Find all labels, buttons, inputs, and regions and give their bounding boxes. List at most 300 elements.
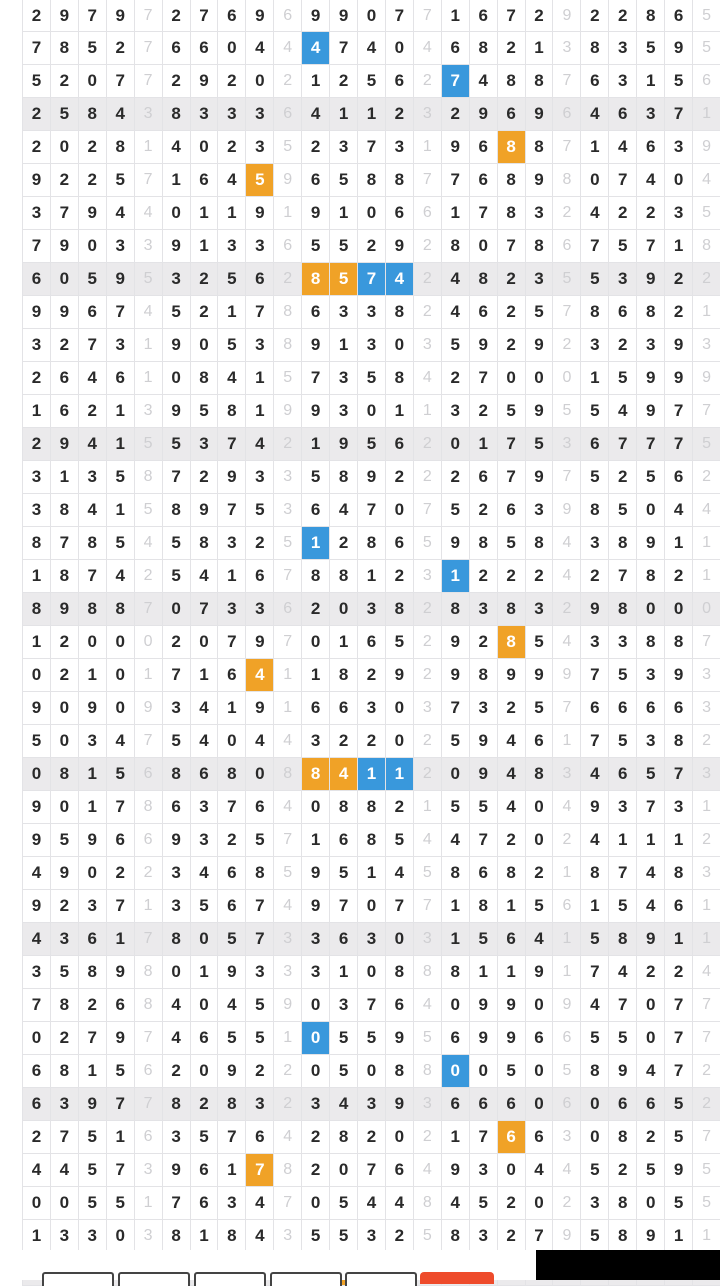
digit-cell: 5 (498, 395, 526, 427)
digit-cell: 5 (302, 230, 330, 262)
digit-cell: 7 (79, 0, 107, 31)
digit-cell: 8 (442, 593, 470, 625)
digit-cell: 0 (23, 659, 51, 691)
digit-cell: 9 (23, 164, 51, 196)
digit-cell: 8 (330, 560, 358, 592)
digit-cell: 9 (498, 1022, 526, 1054)
digit-cell: 2 (386, 1220, 414, 1252)
digit-cell: 6 (191, 758, 219, 790)
digit-cell: 2 (79, 164, 107, 196)
digit-cell: 9 (470, 1022, 498, 1054)
separator-cell: 7 (553, 692, 581, 724)
digit-cell: 0 (358, 0, 386, 31)
digit-cell: 3 (218, 593, 246, 625)
digit-cell: 1 (526, 32, 554, 64)
highlighted-cell: 7 (442, 65, 470, 97)
separator-cell: 3 (693, 758, 720, 790)
digit-cell: 4 (163, 1022, 191, 1054)
separator-cell: 1 (414, 131, 442, 163)
digit-cell: 2 (23, 131, 51, 163)
digit-cell: 0 (191, 989, 219, 1021)
digit-cell: 3 (23, 494, 51, 526)
separator-cell: 9 (553, 0, 581, 31)
digit-cell: 6 (581, 65, 609, 97)
separator-cell: 5 (693, 1187, 720, 1219)
digit-cell: 8 (665, 626, 693, 658)
digit-cell: 6 (637, 692, 665, 724)
digit-cell: 9 (79, 1088, 107, 1120)
digit-cell: 4 (442, 824, 470, 856)
digit-cell: 5 (163, 296, 191, 328)
digit-cell: 2 (51, 65, 79, 97)
separator-cell: 2 (414, 626, 442, 658)
digit-cell: 9 (330, 0, 358, 31)
digit-cell: 5 (637, 461, 665, 493)
separator-cell: 4 (135, 197, 163, 229)
digit-cell: 8 (581, 296, 609, 328)
digit-cell: 9 (23, 890, 51, 922)
digit-cell: 8 (163, 1088, 191, 1120)
digit-cell: 7 (107, 1088, 135, 1120)
digit-cell: 2 (498, 32, 526, 64)
digit-cell: 5 (498, 527, 526, 559)
digit-cell: 6 (191, 32, 219, 64)
separator-cell: 3 (135, 1154, 163, 1186)
digit-cell: 8 (51, 989, 79, 1021)
digit-cell: 3 (358, 923, 386, 955)
digit-cell: 2 (609, 329, 637, 361)
digit-cell: 4 (442, 263, 470, 295)
digit-cell: 2 (302, 1154, 330, 1186)
separator-cell: 5 (693, 1154, 720, 1186)
toolbar-button-4[interactable] (270, 1272, 342, 1286)
digit-cell: 6 (218, 857, 246, 889)
digit-cell: 7 (609, 989, 637, 1021)
separator-cell: 3 (274, 956, 302, 988)
digit-cell: 7 (107, 890, 135, 922)
separator-cell: 5 (414, 1022, 442, 1054)
digit-cell: 3 (79, 725, 107, 757)
digit-cell: 2 (191, 461, 219, 493)
separator-cell: 3 (693, 329, 720, 361)
digit-cell: 6 (442, 1022, 470, 1054)
digit-cell: 8 (665, 725, 693, 757)
digit-cell: 5 (330, 857, 358, 889)
digit-cell: 6 (665, 0, 693, 31)
digit-cell: 2 (358, 725, 386, 757)
digit-cell: 9 (637, 1220, 665, 1252)
separator-cell: 9 (693, 131, 720, 163)
digit-cell: 5 (163, 428, 191, 460)
digit-cell: 0 (637, 494, 665, 526)
digit-cell: 4 (246, 32, 274, 64)
separator-cell: 1 (274, 1022, 302, 1054)
digit-cell: 9 (470, 725, 498, 757)
digit-cell: 1 (107, 428, 135, 460)
digit-cell: 2 (191, 1088, 219, 1120)
digit-cell: 0 (191, 1055, 219, 1087)
digit-cell: 2 (470, 494, 498, 526)
digit-cell: 8 (358, 791, 386, 823)
digit-cell: 1 (665, 1220, 693, 1252)
digit-cell: 9 (302, 857, 330, 889)
digit-cell: 5 (107, 1187, 135, 1219)
digit-cell: 5 (581, 1022, 609, 1054)
digit-cell: 6 (163, 32, 191, 64)
digit-cell: 0 (330, 1154, 358, 1186)
digit-cell: 8 (442, 857, 470, 889)
separator-cell: 3 (553, 758, 581, 790)
separator-cell: 1 (135, 1187, 163, 1219)
digit-cell: 3 (526, 494, 554, 526)
digit-cell: 1 (191, 1220, 219, 1252)
digit-cell: 0 (191, 626, 219, 658)
digit-cell: 5 (637, 1154, 665, 1186)
digit-cell: 0 (581, 164, 609, 196)
digit-cell: 8 (470, 527, 498, 559)
separator-cell: 0 (553, 362, 581, 394)
separator-cell: 1 (135, 362, 163, 394)
separator-cell: 8 (693, 230, 720, 262)
digit-cell: 0 (163, 956, 191, 988)
separator-cell: 7 (135, 1022, 163, 1054)
digit-cell: 8 (386, 164, 414, 196)
digit-cell: 5 (665, 65, 693, 97)
digit-cell: 5 (79, 1187, 107, 1219)
digit-cell: 9 (442, 626, 470, 658)
digit-cell: 7 (665, 989, 693, 1021)
digit-cell: 7 (581, 725, 609, 757)
toolbar-button-2[interactable] (118, 1272, 190, 1286)
digit-cell: 9 (107, 956, 135, 988)
digit-cell: 9 (79, 692, 107, 724)
grid-row (22, 0, 720, 32)
digit-cell: 1 (79, 1055, 107, 1087)
separator-cell: 1 (274, 692, 302, 724)
digit-cell: 7 (665, 98, 693, 130)
digit-cell: 9 (526, 395, 554, 427)
highlighted-cell: 1 (386, 758, 414, 790)
digit-cell: 0 (358, 197, 386, 229)
digit-cell: 2 (79, 989, 107, 1021)
separator-cell: 2 (414, 593, 442, 625)
separator-cell: 2 (553, 824, 581, 856)
digit-cell: 3 (163, 857, 191, 889)
separator-cell: 8 (274, 758, 302, 790)
digit-cell: 0 (498, 362, 526, 394)
digit-cell: 2 (581, 0, 609, 31)
digit-cell: 7 (23, 32, 51, 64)
digit-cell: 6 (23, 1055, 51, 1087)
digit-cell: 6 (470, 1088, 498, 1120)
separator-cell: 7 (135, 725, 163, 757)
digit-cell: 6 (246, 791, 274, 823)
digit-cell: 3 (51, 923, 79, 955)
digit-cell: 1 (581, 890, 609, 922)
digit-cell: 7 (218, 1121, 246, 1153)
digit-cell: 0 (526, 989, 554, 1021)
digit-cell: 3 (51, 1088, 79, 1120)
digit-cell: 7 (23, 230, 51, 262)
digit-cell: 3 (330, 395, 358, 427)
grid-row (22, 956, 720, 989)
digit-cell: 0 (107, 1220, 135, 1252)
digit-cell: 7 (358, 131, 386, 163)
separator-cell: 2 (693, 461, 720, 493)
digit-cell: 4 (191, 692, 219, 724)
digit-cell: 6 (609, 692, 637, 724)
digit-cell: 7 (581, 230, 609, 262)
digit-cell: 9 (246, 197, 274, 229)
digit-cell: 5 (358, 65, 386, 97)
digit-cell: 8 (498, 164, 526, 196)
digit-cell: 2 (609, 461, 637, 493)
digit-cell: 9 (218, 1055, 246, 1087)
digit-cell: 0 (358, 1055, 386, 1087)
separator-cell: 2 (414, 461, 442, 493)
digit-cell: 8 (386, 296, 414, 328)
digit-cell: 5 (581, 1154, 609, 1186)
digit-cell: 2 (386, 560, 414, 592)
digit-cell: 8 (163, 923, 191, 955)
separator-cell: 1 (553, 923, 581, 955)
toolbar-button-5[interactable] (345, 1272, 417, 1286)
digit-cell: 1 (609, 824, 637, 856)
digit-cell: 3 (107, 329, 135, 361)
digit-cell: 2 (330, 725, 358, 757)
separator-cell: 1 (135, 131, 163, 163)
digit-cell: 1 (637, 824, 665, 856)
digit-cell: 2 (526, 0, 554, 31)
separator-cell: 2 (414, 65, 442, 97)
digit-cell: 0 (218, 32, 246, 64)
digit-cell: 8 (79, 593, 107, 625)
digit-cell: 2 (163, 65, 191, 97)
digit-cell: 4 (581, 989, 609, 1021)
digit-cell: 8 (498, 857, 526, 889)
digit-cell: 8 (470, 890, 498, 922)
digit-cell: 2 (609, 1154, 637, 1186)
digit-cell: 8 (51, 1055, 79, 1087)
digit-cell: 3 (218, 1187, 246, 1219)
digit-cell: 5 (79, 32, 107, 64)
digit-cell: 8 (51, 494, 79, 526)
toolbar-button-3[interactable] (194, 1272, 266, 1286)
separator-cell: 6 (135, 1121, 163, 1153)
digit-cell: 8 (609, 1187, 637, 1219)
digit-cell: 7 (330, 32, 358, 64)
digit-cell: 5 (442, 494, 470, 526)
digit-cell: 1 (330, 98, 358, 130)
separator-cell: 2 (693, 1055, 720, 1087)
separator-cell: 3 (693, 659, 720, 691)
digit-cell: 2 (302, 131, 330, 163)
digit-cell: 0 (302, 989, 330, 1021)
digit-cell: 3 (470, 593, 498, 625)
digit-cell: 1 (386, 395, 414, 427)
digit-cell: 3 (581, 1187, 609, 1219)
digit-cell: 3 (330, 131, 358, 163)
digit-cell: 5 (442, 329, 470, 361)
digit-cell: 7 (302, 362, 330, 394)
digit-cell: 3 (609, 65, 637, 97)
digit-cell: 9 (51, 593, 79, 625)
digit-cell: 1 (23, 395, 51, 427)
digit-cell: 0 (163, 197, 191, 229)
digit-cell: 7 (665, 428, 693, 460)
digit-cell: 5 (609, 494, 637, 526)
digit-cell: 9 (246, 626, 274, 658)
separator-cell: 3 (553, 1121, 581, 1153)
digit-cell: 9 (218, 461, 246, 493)
digit-cell: 3 (107, 230, 135, 262)
digit-cell: 4 (358, 32, 386, 64)
digit-cell: 4 (637, 890, 665, 922)
digit-cell: 5 (330, 230, 358, 262)
digit-cell: 5 (191, 1121, 219, 1153)
digit-cell: 8 (51, 758, 79, 790)
grid-row (22, 1154, 720, 1187)
digit-cell: 3 (470, 1154, 498, 1186)
separator-cell: 3 (414, 692, 442, 724)
grid-row (22, 527, 720, 560)
digit-cell: 9 (526, 164, 554, 196)
digit-cell: 5 (581, 1220, 609, 1252)
digit-cell: 7 (79, 1022, 107, 1054)
digit-cell: 6 (51, 362, 79, 394)
digit-cell: 0 (386, 329, 414, 361)
separator-cell: 2 (274, 428, 302, 460)
grid-row (22, 1121, 720, 1154)
highlighted-cell: 7 (246, 1154, 274, 1186)
digit-cell: 5 (526, 296, 554, 328)
separator-cell: 4 (553, 626, 581, 658)
separator-cell: 6 (135, 1055, 163, 1087)
digit-cell: 9 (526, 329, 554, 361)
digit-cell: 9 (302, 890, 330, 922)
digit-cell: 5 (330, 1187, 358, 1219)
digit-cell: 5 (330, 164, 358, 196)
digit-cell: 6 (79, 923, 107, 955)
grid-row (22, 560, 720, 593)
digit-cell: 8 (637, 560, 665, 592)
digit-cell: 3 (665, 791, 693, 823)
digit-cell: 5 (609, 362, 637, 394)
digit-cell: 5 (358, 428, 386, 460)
digit-cell: 5 (51, 98, 79, 130)
digit-cell: 5 (665, 1121, 693, 1153)
separator-cell: 4 (274, 725, 302, 757)
digit-cell: 9 (581, 593, 609, 625)
digit-cell: 4 (581, 98, 609, 130)
digit-cell: 2 (526, 857, 554, 889)
digit-cell: 3 (79, 890, 107, 922)
digit-cell: 5 (386, 626, 414, 658)
digit-cell: 9 (51, 296, 79, 328)
separator-cell: 3 (135, 395, 163, 427)
highlighted-cell: 5 (246, 164, 274, 196)
toolbar-button-1[interactable] (42, 1272, 114, 1286)
digit-cell: 8 (330, 1121, 358, 1153)
digit-cell: 0 (79, 626, 107, 658)
digit-cell: 5 (470, 1187, 498, 1219)
digit-cell: 1 (442, 1121, 470, 1153)
digit-cell: 7 (218, 626, 246, 658)
digit-cell: 3 (358, 593, 386, 625)
digit-cell: 3 (526, 593, 554, 625)
digit-cell: 9 (526, 98, 554, 130)
separator-cell: 5 (553, 1055, 581, 1087)
digit-cell: 7 (609, 164, 637, 196)
digit-cell: 9 (386, 230, 414, 262)
digit-cell: 3 (358, 329, 386, 361)
digit-cell: 8 (470, 659, 498, 691)
digit-cell: 4 (191, 857, 219, 889)
digit-cell: 6 (246, 263, 274, 295)
digit-cell: 1 (302, 659, 330, 691)
digit-cell: 3 (218, 527, 246, 559)
digit-cell: 4 (23, 923, 51, 955)
digit-cell: 6 (246, 560, 274, 592)
digit-cell: 4 (609, 131, 637, 163)
digit-cell: 0 (526, 362, 554, 394)
digit-cell: 0 (51, 692, 79, 724)
digit-cell: 6 (665, 692, 693, 724)
separator-cell: 5 (135, 494, 163, 526)
separator-cell: 1 (274, 197, 302, 229)
digit-cell: 4 (386, 857, 414, 889)
digit-cell: 0 (107, 626, 135, 658)
digit-cell: 3 (302, 956, 330, 988)
left-margin (0, 0, 22, 1280)
digit-cell: 6 (302, 164, 330, 196)
highlighted-cell: 8 (498, 131, 526, 163)
digit-cell: 6 (470, 296, 498, 328)
digit-cell: 4 (163, 989, 191, 1021)
digit-cell: 2 (191, 296, 219, 328)
highlighted-cell: 8 (302, 263, 330, 295)
digit-cell: 6 (498, 494, 526, 526)
digit-cell: 5 (107, 527, 135, 559)
digit-cell: 5 (637, 32, 665, 64)
digit-cell: 8 (581, 1055, 609, 1087)
bottom-toolbar (0, 1250, 720, 1280)
highlighted-cell: 4 (386, 263, 414, 295)
digit-cell: 4 (581, 197, 609, 229)
digit-cell: 1 (330, 197, 358, 229)
digit-cell: 9 (191, 494, 219, 526)
digit-cell: 7 (637, 230, 665, 262)
digit-cell: 0 (163, 362, 191, 394)
red-action-button[interactable] (420, 1272, 494, 1284)
digit-cell: 2 (470, 626, 498, 658)
digit-cell: 9 (609, 1055, 637, 1087)
digit-cell: 7 (498, 461, 526, 493)
separator-cell: 5 (135, 428, 163, 460)
digit-cell: 9 (51, 857, 79, 889)
grid-row (22, 230, 720, 263)
digit-cell: 0 (51, 263, 79, 295)
digit-cell: 0 (218, 725, 246, 757)
digit-cell: 2 (330, 527, 358, 559)
digit-cell: 1 (107, 395, 135, 427)
digit-cell: 1 (330, 626, 358, 658)
separator-cell: 4 (693, 494, 720, 526)
digit-cell: 9 (163, 1154, 191, 1186)
digit-cell: 3 (23, 956, 51, 988)
digit-cell: 8 (581, 857, 609, 889)
digit-cell: 5 (191, 890, 219, 922)
